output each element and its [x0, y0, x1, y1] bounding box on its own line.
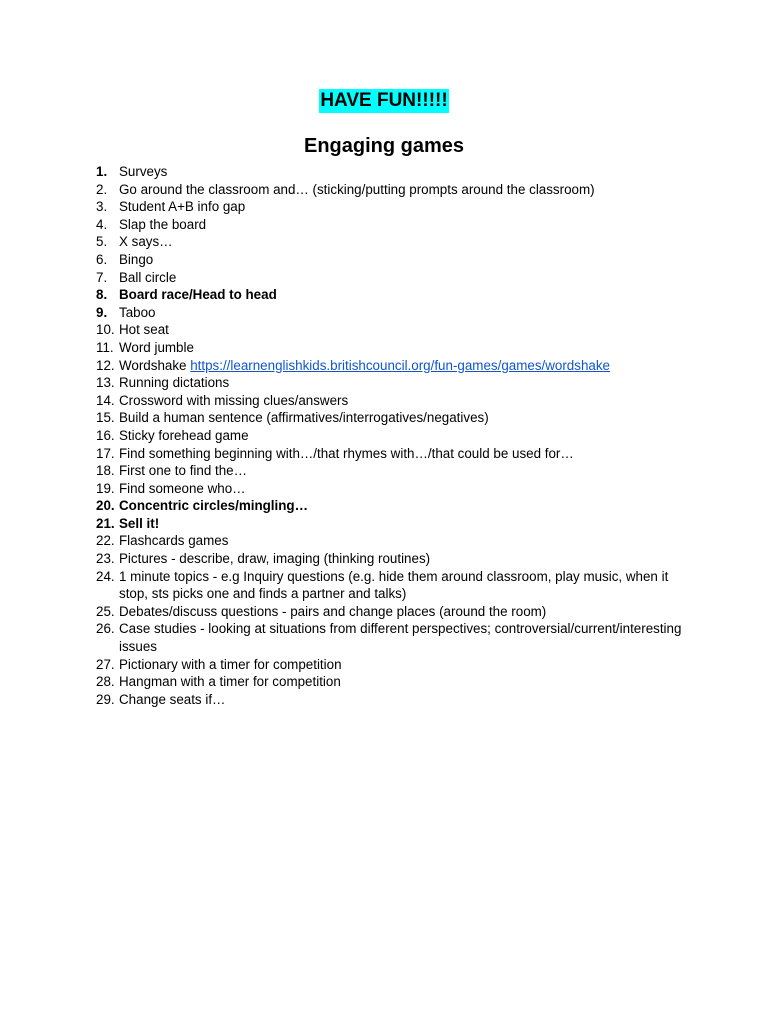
list-number: 23.	[96, 551, 115, 567]
list-item-text: Student A+B info gap	[119, 199, 246, 215]
list-item	[0, 603, 768, 621]
list-number: 2.	[96, 181, 108, 197]
list-item-text: Debates/discuss questions - pairs and change places (around the room)	[119, 603, 547, 619]
list-item	[0, 445, 768, 463]
list-item-text: Build a human sentence (affirmatives/interrogatives/negatives)	[119, 410, 489, 426]
list-item	[0, 357, 768, 375]
list-number: 17.	[96, 445, 115, 461]
list-number: 24.	[96, 568, 115, 584]
list-item-text: Running dictations	[119, 375, 230, 391]
list-item-text: X says…	[119, 234, 173, 250]
list-number: 4.	[96, 216, 108, 232]
list-number: 29.	[96, 691, 115, 707]
list-item	[0, 339, 768, 357]
list-number: 11.	[96, 339, 114, 355]
list-number: 12.	[96, 357, 115, 373]
list-item	[0, 409, 768, 427]
list-item	[0, 233, 768, 251]
list-item	[0, 269, 768, 287]
list-number: 9.	[96, 304, 108, 320]
list-item-text: Surveys	[119, 164, 168, 179]
list-item-text: Case studies - looking at situations from different perspectives; controversial/current/interesting issues	[119, 621, 682, 655]
list-item	[0, 550, 768, 568]
list-item	[0, 163, 768, 181]
list-item	[0, 497, 768, 515]
list-number: 18.	[96, 463, 115, 479]
list-item	[0, 691, 768, 709]
list-item-text: First one to find the…	[119, 463, 248, 479]
list-item	[0, 392, 768, 410]
list-item	[0, 374, 768, 392]
list-item	[0, 462, 768, 480]
list-item	[0, 532, 768, 550]
list-item	[0, 427, 768, 445]
list-number: 6.	[96, 251, 108, 267]
list-item-text: Find someone who…	[119, 480, 246, 496]
list-number: 8.	[96, 287, 108, 303]
list-number: 27.	[96, 656, 115, 672]
list-item-text: Sell it!	[119, 515, 160, 531]
list-number: 1.	[96, 164, 108, 179]
list-item-text: Slap the board	[119, 216, 207, 232]
list-item	[0, 656, 768, 674]
list-item-text: Ball circle	[119, 269, 177, 285]
list-item-text: Pictionary with a timer for competition	[119, 656, 342, 672]
list-item	[0, 620, 768, 655]
list-number: 25.	[96, 603, 115, 619]
list-number: 14.	[96, 392, 115, 408]
list-number: 28.	[96, 674, 115, 690]
list-item	[0, 286, 768, 304]
list-item	[0, 181, 768, 199]
list-item	[0, 515, 768, 533]
have-fun-banner: HAVE FUN!!!!!	[320, 90, 448, 111]
list-item-text: Hangman with a timer for competition	[119, 674, 341, 690]
list-item	[0, 198, 768, 216]
list-item	[0, 480, 768, 498]
page-title: Engaging games	[303, 135, 465, 157]
list-item	[0, 568, 768, 603]
list-item-text: Bingo	[119, 251, 154, 267]
list-item-text: Board race/Head to head	[119, 287, 277, 303]
list-item-text: Find something beginning with…/that rhymes with…/that could be used for…	[119, 445, 574, 461]
list-item-text: Concentric circles/mingling…	[119, 498, 308, 514]
list-item-text: Hot seat	[119, 322, 169, 338]
list-number: 13.	[96, 375, 115, 391]
list-item-text: Flashcards games	[119, 533, 229, 549]
list-item-text: Change seats if…	[119, 691, 226, 707]
list-number: 3.	[96, 199, 108, 215]
list-item-text: Sticky forehead game	[119, 427, 249, 443]
list-number: 20.	[96, 498, 115, 514]
list-number: 16.	[96, 427, 115, 443]
list-number: 21.	[96, 515, 115, 531]
list-number: 26.	[96, 621, 115, 637]
list-number: 7.	[96, 269, 108, 285]
wordshake-link[interactable]: https://learnenglishkids.britishcouncil.org/fun-games/games/wordshake	[190, 357, 610, 373]
list-item-text: Word jumble	[119, 339, 194, 355]
list-item	[0, 673, 768, 691]
list-item-text: Go around the classroom and… (sticking/putting prompts around the classroom)	[119, 181, 595, 197]
list-number: 15.	[96, 410, 115, 426]
list-item	[0, 304, 768, 322]
list-number: 22.	[96, 533, 115, 549]
list-number: 19.	[96, 480, 115, 496]
list-item	[0, 321, 768, 339]
list-number: 5.	[96, 234, 108, 250]
list-item-text	[119, 358, 610, 373]
list-item-text: Pictures - describe, draw, imaging (thinking routines)	[119, 551, 431, 567]
list-item-text: 1 minute topics - e.g Inquiry questions (e.g. hide them around classroom, play music, when it stop, sts picks one and finds a partner and talks)	[119, 568, 669, 602]
list-item	[0, 251, 768, 269]
games-list	[0, 163, 768, 708]
list-item-text: Crossword with missing clues/answers	[119, 392, 349, 408]
list-item-text: Taboo	[119, 304, 156, 320]
wordshake-label: Wordshake	[119, 357, 191, 373]
list-number: 10.	[96, 322, 115, 338]
list-item	[0, 216, 768, 234]
banner-container	[0, 89, 768, 113]
